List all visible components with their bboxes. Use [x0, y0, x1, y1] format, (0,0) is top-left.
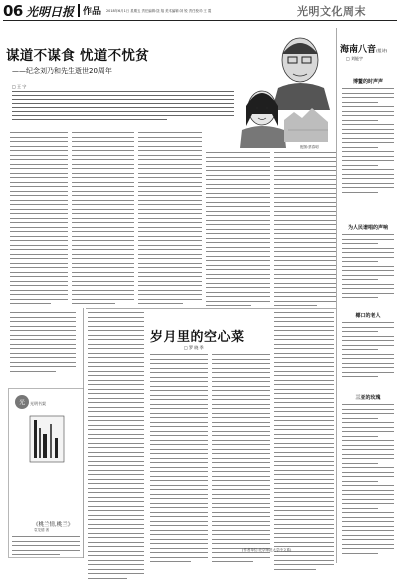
- article2-column-2: [150, 354, 208, 566]
- page-number: 06: [3, 2, 23, 20]
- book-column-title: 光明书架: [30, 401, 46, 406]
- section-label: 作品: [78, 4, 101, 17]
- body-column-1: [10, 132, 68, 308]
- issue-meta: 2018年6月1日 星期五 责任编辑:饶 翔 美术编辑:刘 锐 责任校对:王 震: [106, 9, 212, 13]
- article-byline: □ 王 宁: [12, 84, 27, 89]
- article-title: 谋道不谋食 忧道不忧贫: [6, 48, 149, 64]
- poem-3-lines: [342, 322, 394, 381]
- article2-title: 岁月里的空心菜: [150, 330, 245, 345]
- article2-column-4: [274, 312, 334, 573]
- article-subtitle: ——纪念刘乃和先生逝世20周年: [12, 67, 112, 75]
- pull-quote: [10, 312, 76, 374]
- article2-column-1: [88, 312, 144, 582]
- section-divider: [86, 308, 336, 309]
- weekly-title: 光明文化周末: [297, 3, 397, 18]
- poem-4-lines: [342, 404, 394, 557]
- sidebar-heading-1: 博鳌的时声声: [352, 79, 383, 85]
- sidebar-divider: [336, 28, 337, 563]
- portrait-illustration: [238, 30, 334, 148]
- article2-column-3: [212, 354, 270, 566]
- sidebar-author: □ 刘能宇: [346, 56, 364, 61]
- book-title: 《桃兰情,桃兰》: [33, 522, 74, 528]
- sidebar-heading-3: 椰口的老人: [355, 313, 381, 319]
- body-column-5: [274, 152, 336, 310]
- newspaper-logo: 光明日报: [26, 5, 75, 19]
- book-author: 袁龙德 著: [34, 528, 50, 532]
- poem-1-lines: [342, 88, 394, 196]
- sidebar-title: 海南八音(组诗): [340, 45, 388, 55]
- body-column-2: [72, 132, 134, 308]
- poem-2-lines: [342, 234, 394, 302]
- sidebar-heading-2: 为人民谱唱的声响: [347, 225, 388, 231]
- intro-paragraph: [12, 91, 234, 123]
- photo-caption: 配图:蔡春明: [300, 145, 319, 149]
- body-column-3: [138, 132, 202, 308]
- sidebar-heading-4: 三亚的玫瑰: [355, 395, 381, 401]
- book-blurb: [12, 536, 80, 559]
- svg-text:光: 光: [18, 399, 26, 407]
- author-affiliation: (作者单位:北京师范大学中文系): [242, 548, 292, 552]
- article2-author: □ 罗 晓 季: [184, 345, 204, 350]
- body-column-4: [206, 152, 270, 310]
- header-rule: [3, 20, 397, 21]
